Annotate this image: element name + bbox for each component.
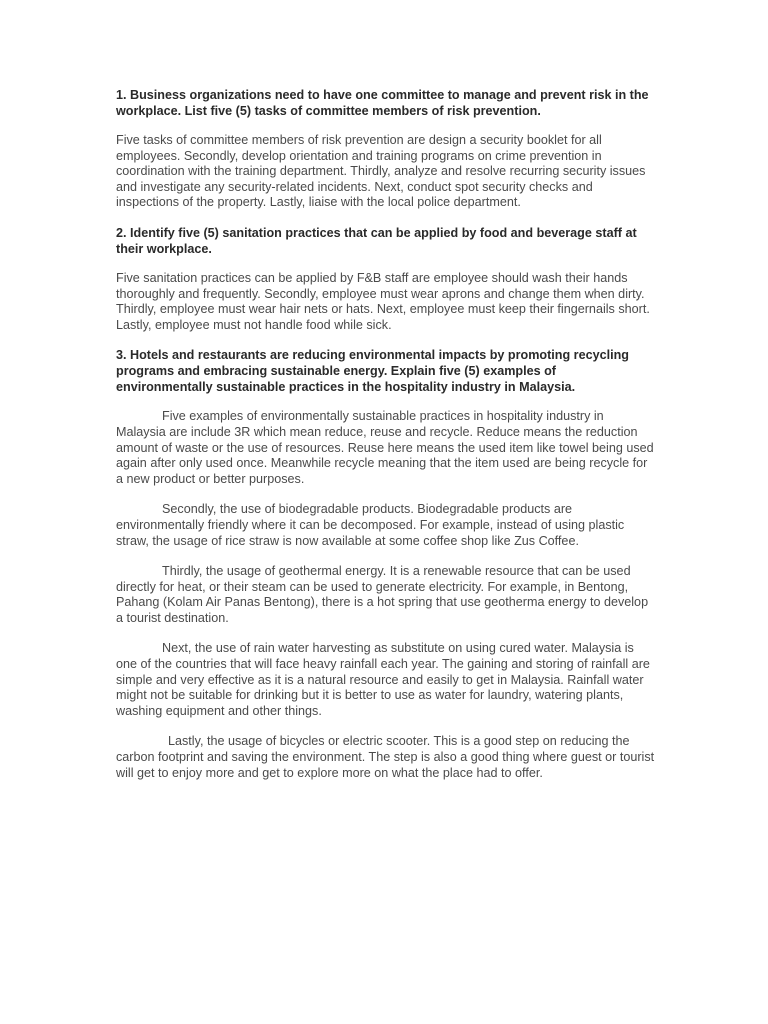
question-1: 1. Business organizations need to have one committee to manage and prevent risk in the workplace. List five (5) tasks of committee members of risk prevention. bbox=[116, 88, 649, 118]
document-page bbox=[116, 87, 656, 781]
answer-3-paragraph-3: Thirdly, the usage of geothermal energy. It is a renewable resource that can be used directly for heat, or their steam can be used to generate electricity. For example, in Bentong, Pahang (Kolam Air Panas Bentong), there is a hot spring that use geotherma energy to develop a tourist destination. bbox=[116, 564, 649, 625]
answer-3-paragraph-1: Five examples of environmentally sustainable practices in hospitality industry in Malaysia are include 3R which mean reduce, reuse and recycle. Reduce means the reduction amount of waste or the use of resources. Reuse here means the used item like towel being used again after only used once. Meanwhile recycle meaning that the item used are being recycle for a new product or better purposes. bbox=[116, 409, 654, 486]
spacer bbox=[116, 719, 656, 734]
spacer bbox=[116, 119, 656, 133]
spacer bbox=[116, 487, 656, 502]
answer-3-paragraph-5: Lastly, the usage of bicycles or electric scooter. This is a good step on reducing the carbon footprint and saving the environment. The step is also a good thing where guest or tourist will get to enjoy more and get to explore more on what the place had to offer. bbox=[116, 734, 655, 780]
spacer bbox=[116, 395, 656, 409]
question-3: 3. Hotels and restaurants are reducing environmental impacts by promoting recycling programs and embracing sustainable energy. Explain five (5) examples of environmentally sustainable practices in the hospitality industry in Malaysia. bbox=[116, 348, 629, 395]
answer-3-paragraph-4: Next, the use of rain water harvesting as substitute on using cured water. Malaysia is one of the countries that will face heavy rainfall each year. The gaining and storing of rainfall are simple and very effective as it is a natural resource and easily to get in Malaysia. Rainfall water might not be suitable for drinking but it is better to use as water for laundry, watering plants, washing equipment and other things. bbox=[116, 641, 650, 718]
spacer bbox=[116, 549, 656, 564]
answer-1: Five tasks of committee members of risk prevention are design a security booklet for all employees. Secondly, develop orientation and training programs on crime prevention in coordination with the training department. Thirdly, analyze and resolve recurring security issues and investigate any security-related incidents. Next, conduct spot security checks and inspections of the property. Lastly, liaise with the local police department. bbox=[116, 133, 646, 210]
spacer bbox=[116, 257, 656, 271]
answer-2: Five sanitation practices can be applied by F&B staff are employee should wash their hands thoroughly and frequently. Secondly, employee must wear aprons and change them when dirty. Thirdly, employee must wear hair nets or hats. Next, employee must keep their fingernails short. Lastly, employee must not handle food while sick. bbox=[116, 270, 650, 332]
spacer bbox=[116, 333, 656, 347]
question-2: 2. Identify five (5) sanitation practices that can be applied by food and beverage staff at their workplace. bbox=[116, 225, 637, 256]
answer-3-paragraph-2: Secondly, the use of biodegradable products. Biodegradable products are environmentally friendly where it can be decomposed. For example, instead of using plastic straw, the usage of rice straw is now available at some coffee shop like Zus Coffee. bbox=[116, 502, 625, 548]
spacer bbox=[116, 211, 656, 225]
spacer bbox=[116, 626, 656, 641]
